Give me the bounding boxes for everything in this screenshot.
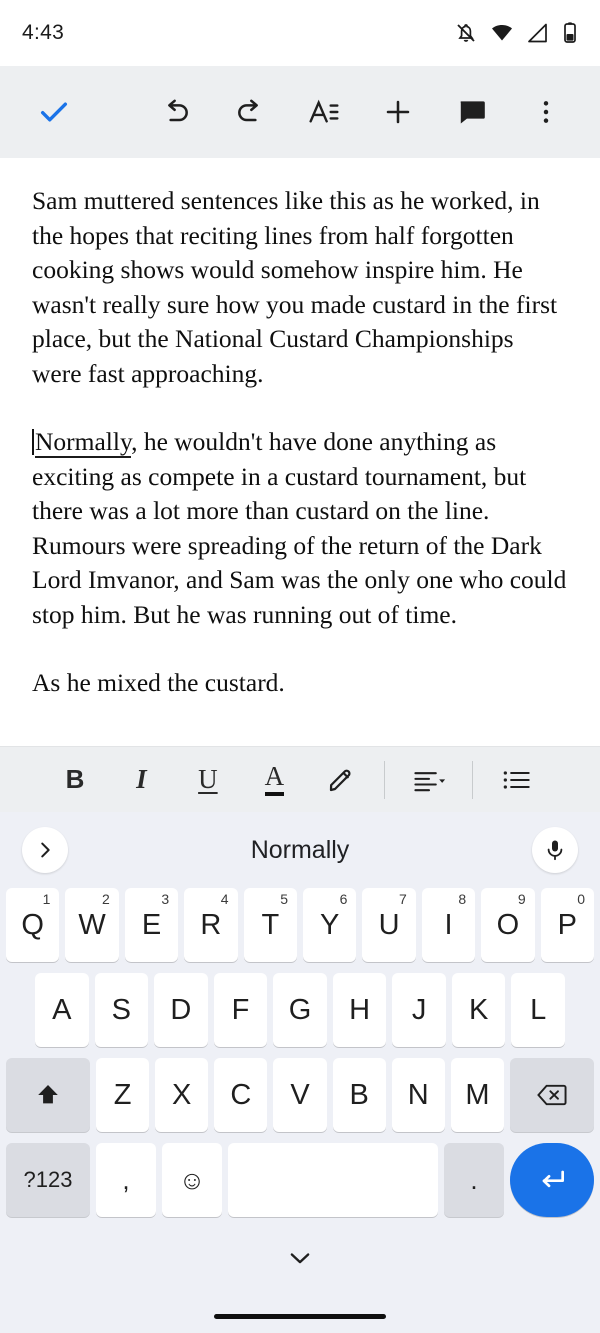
on-screen-keyboard <box>0 812 600 1333</box>
divider <box>384 761 385 799</box>
document-body[interactable] <box>0 158 600 746</box>
key-x[interactable] <box>155 1058 208 1132</box>
key-w[interactable] <box>65 888 118 962</box>
done-check-icon[interactable] <box>26 84 82 140</box>
insert-icon[interactable] <box>370 84 426 140</box>
key-a[interactable] <box>35 973 89 1047</box>
undo-icon[interactable] <box>148 84 204 140</box>
comment-icon[interactable] <box>444 84 500 140</box>
text-caret <box>32 429 34 455</box>
key-u[interactable] <box>362 888 415 962</box>
key-h[interactable] <box>333 973 387 1047</box>
key-k[interactable] <box>452 973 506 1047</box>
period-key[interactable] <box>444 1143 504 1217</box>
suggestion-word[interactable]: Normally <box>250 835 350 864</box>
expand-suggestions-icon[interactable] <box>22 827 68 873</box>
key-g-label: G <box>288 993 312 1026</box>
microphone-icon[interactable] <box>532 827 578 873</box>
battery-icon <box>562 21 578 45</box>
key-v[interactable] <box>273 1058 326 1132</box>
key-w-label: W <box>78 908 106 941</box>
bold-label: B <box>65 764 85 794</box>
key-h-label: H <box>349 993 371 1026</box>
text-color-button[interactable] <box>245 751 303 809</box>
enter-key[interactable] <box>510 1143 594 1217</box>
key-i-number: 8 <box>458 891 467 907</box>
key-q-label: Q <box>21 908 44 941</box>
signal-icon <box>526 21 550 45</box>
key-m-label: M <box>465 1078 490 1111</box>
key-v-label: V <box>290 1078 310 1111</box>
key-e-number: 3 <box>161 891 170 907</box>
key-t-label: T <box>261 908 280 941</box>
bold-button[interactable] <box>46 751 104 809</box>
keyboard-row-3 <box>0 1058 600 1132</box>
key-d-label: D <box>170 993 192 1026</box>
key-b-label: B <box>349 1078 369 1111</box>
suggestion-bar <box>0 812 600 888</box>
document-paragraph-selected[interactable] <box>32 425 568 632</box>
redo-icon[interactable] <box>222 84 278 140</box>
key-j-label: J <box>411 993 427 1026</box>
key-t-number: 5 <box>280 891 288 907</box>
chevron-down-icon[interactable] <box>286 1248 314 1273</box>
paragraph-rest[interactable]: , he wouldn't have done anything as exciting as compete in a custard tournament, but there was a lot more than custard on the line. Rumours were spreading of the return of the Dark Lord Imvanor, and Sam was the only one who could stop him. But he was running out of time. <box>32 427 567 629</box>
status-icons <box>454 21 578 45</box>
wifi-icon <box>490 21 514 45</box>
emoji-label: ☺ <box>178 1164 206 1195</box>
key-t[interactable] <box>244 888 297 962</box>
shift-key[interactable] <box>6 1058 90 1132</box>
key-o-number: 9 <box>517 891 526 907</box>
key-n[interactable] <box>392 1058 445 1132</box>
key-i[interactable] <box>422 888 475 962</box>
key-s[interactable] <box>95 973 149 1047</box>
key-r-number: 4 <box>220 891 229 907</box>
key-u-number: 7 <box>399 891 407 907</box>
key-d[interactable] <box>154 973 208 1047</box>
comma-label: , <box>122 1164 130 1195</box>
key-u-label: U <box>378 908 400 941</box>
more-options-icon[interactable] <box>518 84 574 140</box>
status-time: 4:43 <box>22 21 65 44</box>
emoji-key[interactable] <box>162 1143 222 1217</box>
key-g[interactable] <box>273 973 327 1047</box>
bulleted-list-button[interactable] <box>488 751 546 809</box>
hide-keyboard-row <box>0 1228 600 1292</box>
key-s-label: S <box>111 993 131 1026</box>
keyboard-row-1 <box>0 888 600 962</box>
italic-button[interactable] <box>112 751 170 809</box>
key-q[interactable] <box>6 888 59 962</box>
underline-label: U <box>198 764 218 794</box>
selected-word[interactable]: Normally <box>35 427 132 456</box>
key-r-label: R <box>200 908 222 941</box>
key-y-label: Y <box>320 908 340 941</box>
key-c-label: C <box>230 1078 252 1111</box>
divider <box>472 761 473 799</box>
key-q-number: 1 <box>42 891 51 907</box>
document-paragraph[interactable]: Sam muttered sentences like this as he worked, in the hopes that reciting lines from half forgotten cooking shows would somehow inspire him. He wasn't really sure how you made custard in the first place, but the National Custard Championships were fast approaching. <box>32 186 558 388</box>
key-i-label: I <box>444 908 453 941</box>
key-y-number: 6 <box>339 891 348 907</box>
key-e-label: E <box>141 908 162 941</box>
key-b[interactable] <box>333 1058 386 1132</box>
italic-label: I <box>136 764 147 794</box>
key-l-label: L <box>530 993 547 1026</box>
key-p[interactable] <box>541 888 594 962</box>
key-l[interactable] <box>511 973 565 1047</box>
key-a-label: A <box>52 993 72 1026</box>
space-key[interactable] <box>228 1143 438 1217</box>
home-indicator[interactable] <box>214 1314 386 1319</box>
key-f-label: F <box>231 993 250 1026</box>
keyboard-row-4 <box>0 1143 600 1217</box>
key-j[interactable] <box>392 973 446 1047</box>
symbols-key[interactable] <box>6 1143 90 1217</box>
key-z-label: Z <box>113 1078 132 1111</box>
backspace-key[interactable] <box>510 1058 594 1132</box>
highlighter-icon[interactable] <box>312 751 370 809</box>
key-z[interactable] <box>96 1058 149 1132</box>
symbols-label: ?123 <box>23 1167 73 1192</box>
text-format-icon[interactable] <box>296 84 352 140</box>
status-bar <box>0 0 600 66</box>
editor-toolbar <box>0 66 600 158</box>
key-c[interactable] <box>214 1058 267 1132</box>
period-label: . <box>470 1164 478 1195</box>
key-p-number: 0 <box>577 891 586 907</box>
key-k-label: K <box>469 993 489 1026</box>
key-w-number: 2 <box>101 891 110 907</box>
key-x-label: X <box>172 1078 192 1111</box>
text-color-label: A <box>265 763 285 796</box>
document-paragraph[interactable]: As he mixed the custard. <box>32 668 285 697</box>
format-toolbar <box>0 746 600 812</box>
key-r[interactable] <box>184 888 237 962</box>
comma-key[interactable] <box>96 1143 156 1217</box>
notifications-off-icon <box>454 21 478 45</box>
align-button[interactable] <box>400 751 458 809</box>
key-o-label: O <box>496 908 520 941</box>
key-o[interactable] <box>481 888 534 962</box>
key-p-label: P <box>557 908 577 941</box>
key-e[interactable] <box>125 888 178 962</box>
key-n-label: N <box>407 1078 429 1111</box>
key-y[interactable] <box>303 888 356 962</box>
key-m[interactable] <box>451 1058 504 1132</box>
keyboard-row-2 <box>0 973 600 1047</box>
underline-button[interactable] <box>179 751 237 809</box>
key-f[interactable] <box>214 973 268 1047</box>
